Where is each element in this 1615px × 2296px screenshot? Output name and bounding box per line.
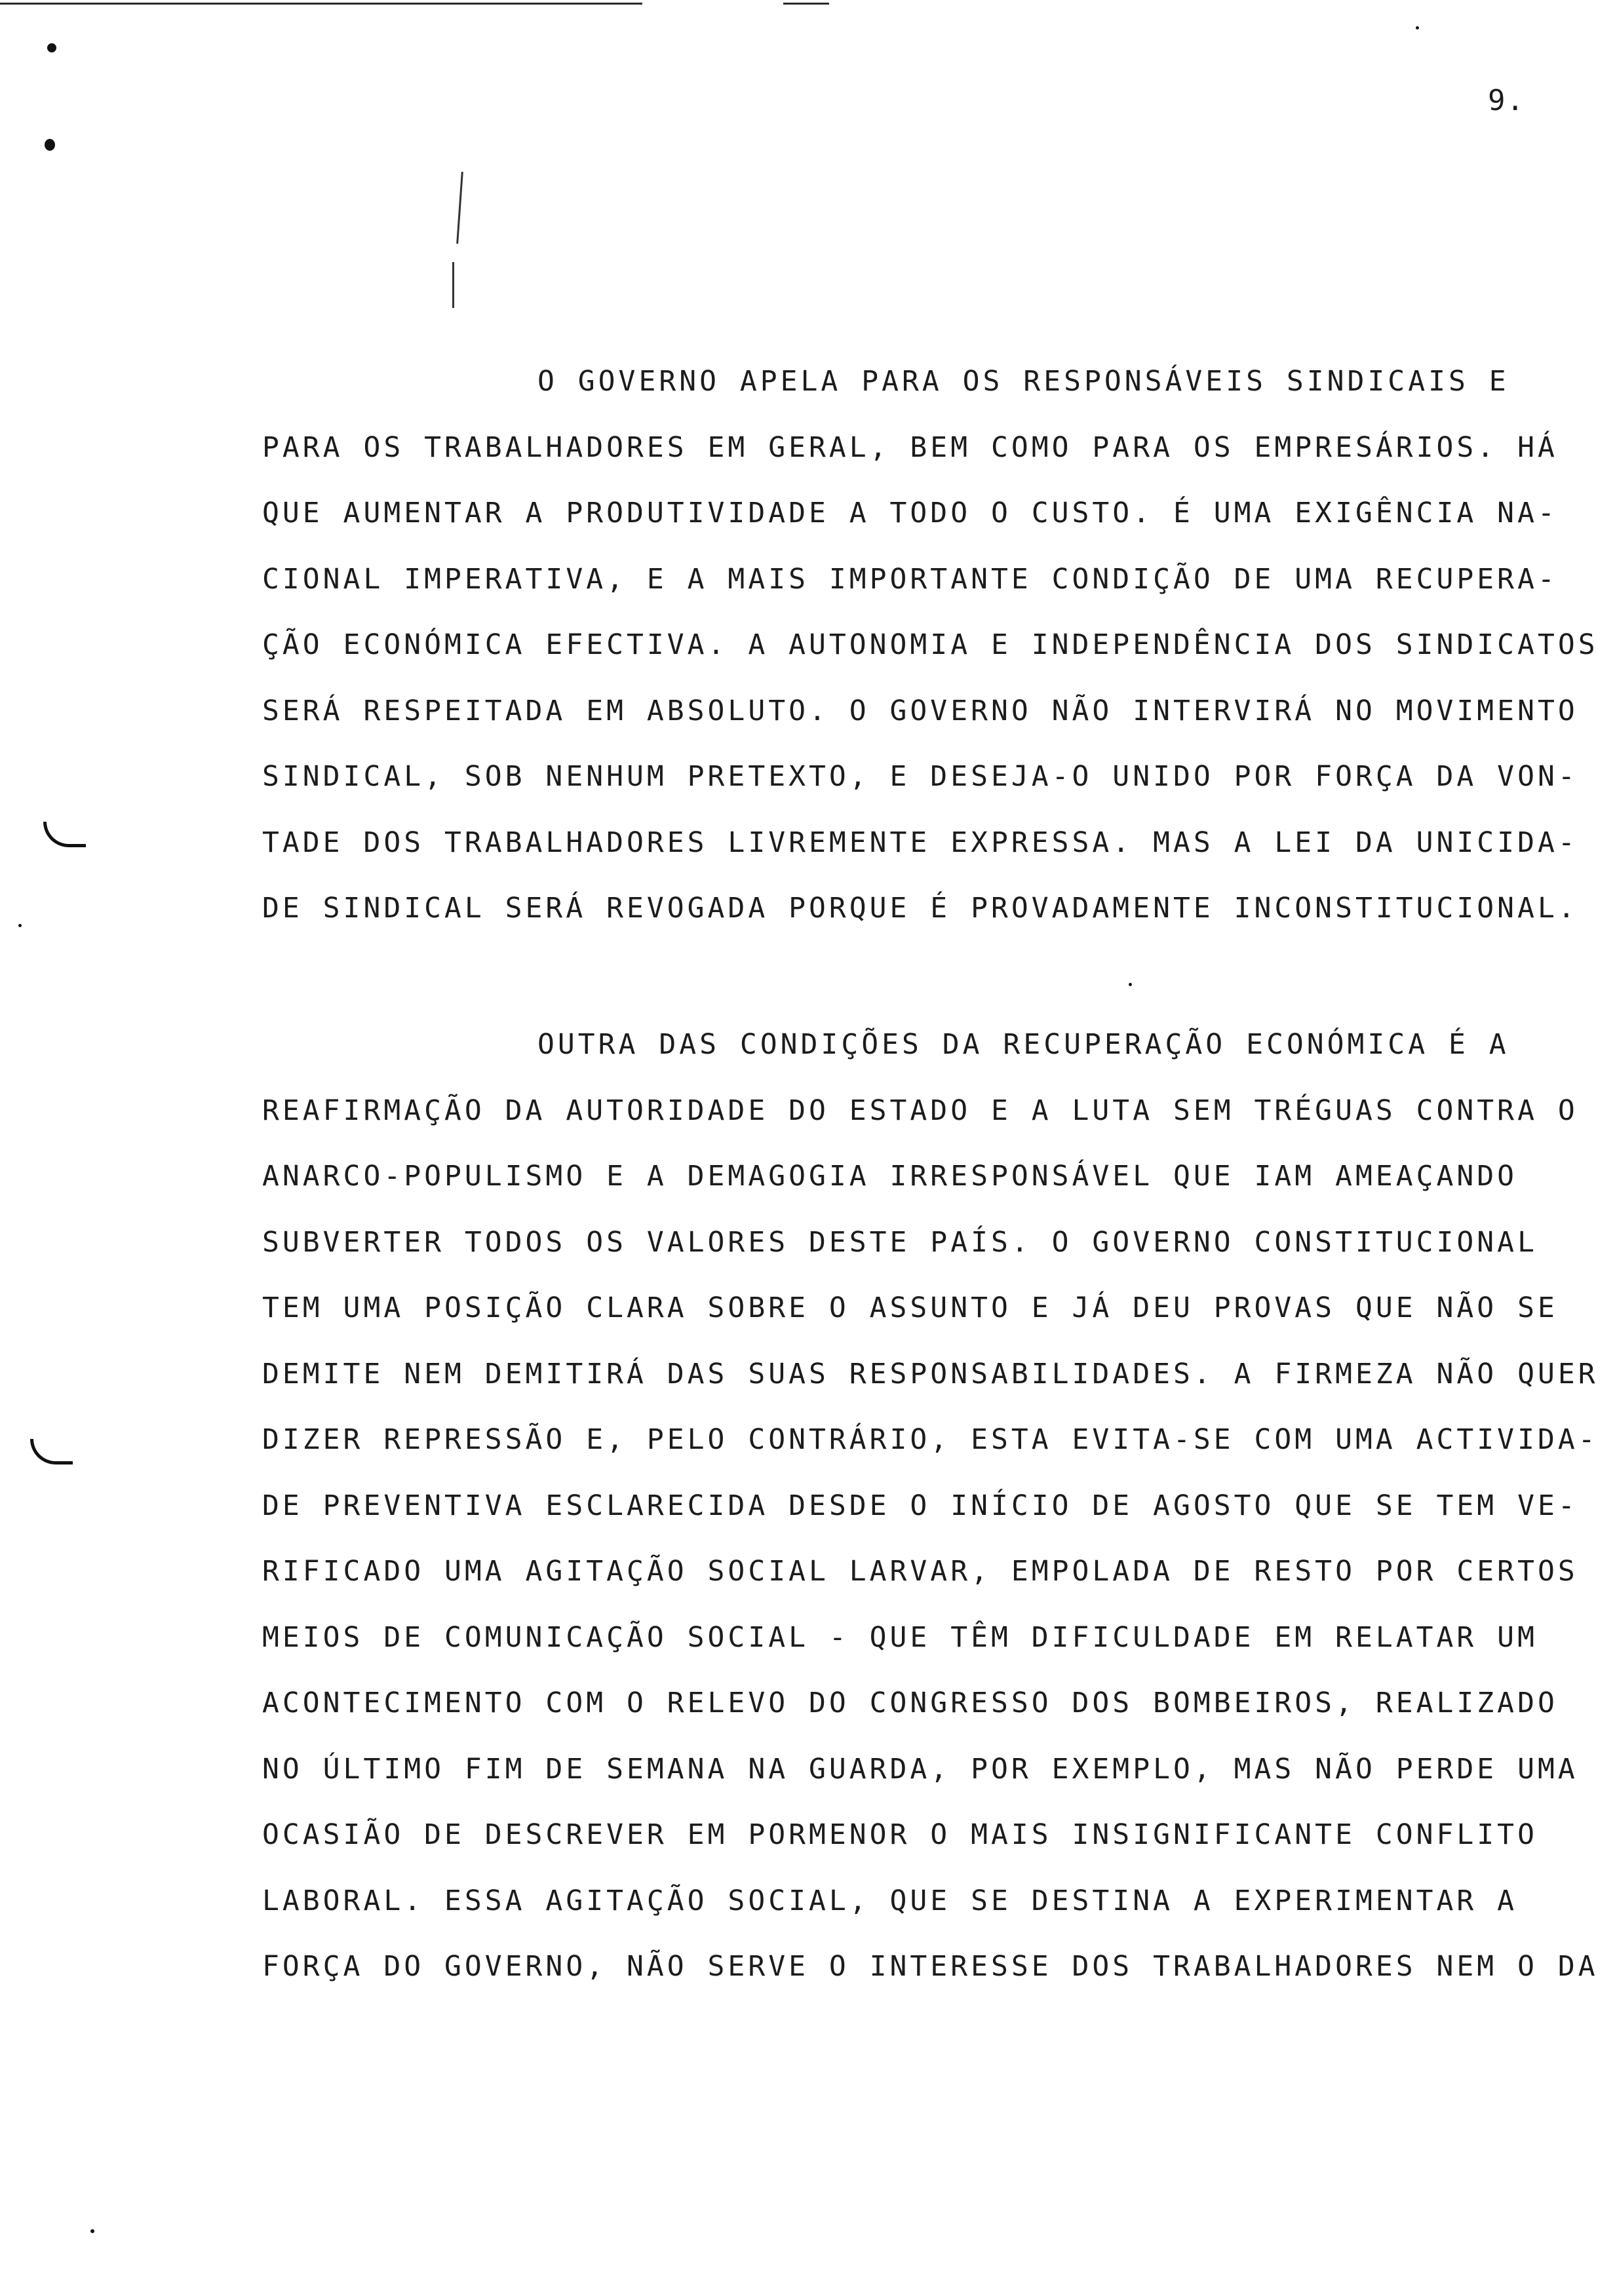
margin-hook-mark (43, 822, 86, 847)
paragraph-2 (262, 1012, 1599, 2000)
margin-stroke (456, 172, 463, 244)
text-line: ANARCO-POPULISMO E A DEMAGOGIA IRRESPONSÁVEL QUE IAM AMEAÇANDO (262, 1160, 1518, 1193)
text-line: REAFIRMAÇÃO DA AUTORIDADE DO ESTADO E A LUTA SEM TRÉGUAS CONTRA O (262, 1094, 1578, 1127)
speck (1416, 26, 1419, 29)
text-line: DEMITE NEM DEMITIRÁ DAS SUAS RESPONSABILIDADES. A FIRMEZA NÃO QUER (262, 1357, 1599, 1390)
text-line: PARA OS TRABALHADORES EM GERAL, BEM COMO PARA OS EMPRESÁRIOS. HÁ (262, 430, 1558, 464)
text-line: OUTRA DAS CONDIÇÕES DA RECUPERAÇÃO ECONÓMICA É A (537, 1028, 1509, 1061)
text-line: RIFICADO UMA AGITAÇÃO SOCIAL LARVAR, EMPOLADA DE RESTO POR CERTOS (262, 1555, 1578, 1588)
text-line: TEM UMA POSIÇÃO CLARA SOBRE O ASSUNTO E JÁ DEU PROVAS QUE NÃO SE (262, 1292, 1558, 1324)
text-line: SUBVERTER TODOS OS VALORES DESTE PAÍS. O GOVERNO CONSTITUCIONAL (262, 1225, 1538, 1259)
top-rule-fragment (783, 3, 829, 5)
text-line: O GOVERNO APELA PARA OS RESPONSÁVEIS SINDICAIS E (537, 365, 1509, 398)
top-rule (0, 3, 642, 5)
text-line: DE PREVENTIVA ESCLARECIDA DESDE O INÍCIO DE AGOSTO QUE SE TEM VE- (262, 1489, 1578, 1522)
text-line: CIONAL IMPERATIVA, E A MAIS IMPORTANTE CONDIÇÃO DE UMA RECUPERA- (262, 562, 1558, 596)
text-line: ÇÃO ECONÓMICA EFECTIVA. A AUTONOMIA E INDEPENDÊNCIA DOS SINDICATOS (262, 628, 1599, 661)
text-line: DE SINDICAL SERÁ REVOGADA PORQUE É PROVADAMENTE INCONSTITUCIONAL. (262, 892, 1578, 925)
text-line: LABORAL. ESSA AGITAÇÃO SOCIAL, QUE SE DESTINA A EXPERIMENTAR A (262, 1884, 1518, 1917)
text-line: MEIOS DE COMUNICAÇÃO SOCIAL - QUE TÊM DIFICULDADE EM RELATAR UM (262, 1620, 1538, 1654)
text-line: DIZER REPRESSÃO E, PELO CONTRÁRIO, ESTA EVITA-SE COM UMA ACTIVIDA- (262, 1423, 1599, 1456)
speck (1129, 983, 1132, 986)
margin-hook-mark (30, 1439, 73, 1464)
text-line: NO ÚLTIMO FIM DE SEMANA NA GUARDA, POR EXEMPLO, MAS NÃO PERDE UMA (262, 1752, 1578, 1786)
speck (18, 924, 22, 927)
text-line: ACONTECIMENTO COM O RELEVO DO CONGRESSO DOS BOMBEIROS, REALIZADO (262, 1687, 1558, 1719)
margin-stroke (452, 262, 454, 308)
punch-hole-mark (47, 43, 56, 52)
text-line: TADE DOS TRABALHADORES LIVREMENTE EXPRESSA. MAS A LEI DA UNICIDA- (262, 826, 1578, 859)
text-line: OCASIÃO DE DESCREVER EM PORMENOR O MAIS INSIGNIFICANTE CONFLITO (262, 1818, 1538, 1851)
paragraph-1 (262, 349, 1599, 942)
text-line: FORÇA DO GOVERNO, NÃO SERVE O INTERESSE DOS TRABALHADORES NEM O DA (262, 1950, 1599, 1983)
speck (90, 2229, 94, 2233)
text-line: SINDICAL, SOB NENHUM PRETEXTO, E DESEJA-O UNIDO POR FORÇA DA VON- (262, 760, 1578, 793)
page-number: 9. (1488, 84, 1525, 117)
text-line: SERÁ RESPEITADA EM ABSOLUTO. O GOVERNO NÃO INTERVIRÁ NO MOVIMENTO (262, 694, 1578, 727)
punch-hole-mark (45, 139, 55, 151)
text-line: QUE AUMENTAR A PRODUTIVIDADE A TODO O CUSTO. É UMA EXIGÊNCIA NA- (262, 497, 1558, 529)
